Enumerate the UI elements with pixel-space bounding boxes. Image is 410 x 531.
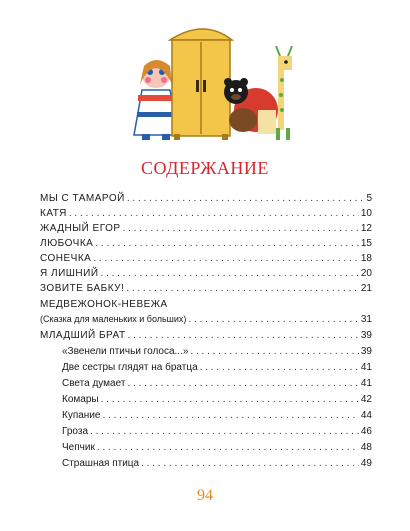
toc-subentry[interactable]	[62, 362, 372, 378]
toc-subentry[interactable]	[62, 426, 372, 442]
toc-entry-label: Комары	[62, 394, 99, 405]
toc-entry[interactable]	[40, 283, 372, 299]
toc-entry-page: 39	[360, 330, 372, 341]
toc-entry-label: Чепчик	[62, 442, 95, 453]
toc-subentry[interactable]	[62, 378, 372, 394]
toc-entry-page: 31	[360, 314, 372, 325]
toc-entry-page: 42	[360, 394, 372, 405]
toc-entry-label: Я ЛИШНИЙ	[40, 268, 99, 279]
toys-illustration	[108, 0, 308, 150]
page-number: 94	[197, 487, 213, 504]
toc-entry-label: МЫ С ТАМАРОЙ	[40, 193, 125, 204]
dot-leader	[141, 458, 359, 469]
toc-entry-page: 41	[360, 378, 372, 389]
toc-subentry[interactable]	[62, 458, 372, 474]
toc-subentry[interactable]	[62, 394, 372, 410]
dot-leader	[127, 378, 358, 389]
toc-entry-page: 5	[366, 193, 372, 204]
dot-leader	[188, 314, 358, 325]
toc-entry[interactable]	[40, 253, 372, 269]
dot-leader	[97, 442, 359, 453]
dot-leader	[126, 283, 359, 294]
toc-entry[interactable]	[40, 330, 372, 346]
toc-entry-page: 21	[360, 283, 372, 294]
toc-entry-page: 48	[360, 442, 372, 453]
toc-entry-label: МЕДВЕЖОНОК-НЕВЕЖА	[40, 299, 168, 310]
toc-entry-page: 18	[360, 253, 372, 264]
giraffe-figure	[276, 46, 292, 140]
toc-subentry[interactable]	[62, 442, 372, 458]
toc-entry-label: Страшная птица	[62, 458, 140, 469]
toc-entry-label: Гроза	[62, 426, 89, 437]
bear-figure	[224, 78, 278, 134]
toc-entry-page: 15	[360, 238, 372, 249]
toc-entry-label: ЗОВИТЕ БАБКУ!	[40, 283, 125, 294]
toc-entry-label: МЛАДШИЙ БРАТ	[40, 330, 126, 341]
dot-leader	[95, 238, 359, 249]
toc-entry-page: 12	[360, 223, 372, 234]
dot-leader	[101, 394, 359, 405]
toc-subentry[interactable]	[62, 410, 372, 426]
toc-entry-label: КАТЯ	[40, 208, 67, 219]
dot-leader	[101, 268, 359, 279]
toc-entry-label: СОНЕЧКА	[40, 253, 92, 264]
toc-entry-label: «Звенели птичьи голоса...»	[62, 346, 189, 357]
dot-leader	[200, 362, 359, 373]
toc-entry-label: Света думает	[62, 378, 126, 389]
toc-entry-label: Две сестры глядят на братца	[62, 362, 198, 373]
toc-entry-page: 39	[360, 346, 372, 357]
toc-entry-page: 41	[360, 362, 372, 373]
toc-entry[interactable]	[40, 314, 372, 330]
toc-subentry[interactable]	[62, 346, 372, 362]
dot-leader	[123, 223, 359, 234]
toc-entry-page: 44	[360, 410, 372, 421]
dot-leader	[128, 330, 359, 341]
toc-entry-label: ЖАДНЫЙ ЕГОР	[40, 223, 121, 234]
page-title: СОДЕРЖАНИЕ	[141, 158, 269, 178]
dot-leader	[69, 208, 359, 219]
toc-entry-label: Купание	[62, 410, 101, 421]
dot-leader	[102, 410, 358, 421]
toc-entry[interactable]	[40, 193, 372, 209]
toc-entry-label: ЛЮБОЧКА	[40, 238, 94, 249]
toc-entry-label: (Сказка для маленьких и больших)	[40, 314, 187, 324]
toc-entry-heading[interactable]	[40, 299, 372, 315]
dot-leader	[127, 193, 365, 204]
toc-entry[interactable]	[40, 268, 372, 284]
toc-entry-page: 10	[360, 208, 372, 219]
wardrobe-figure	[170, 29, 232, 140]
toc-entry-page: 49	[360, 458, 372, 469]
toc-entry[interactable]	[40, 223, 372, 239]
dot-leader	[190, 346, 358, 357]
toc-entry-page: 20	[360, 268, 372, 279]
dot-leader	[93, 253, 359, 264]
dot-leader	[90, 426, 359, 437]
toc-entry-page: 46	[360, 426, 372, 437]
toc-entry[interactable]	[40, 208, 372, 224]
toc-entry[interactable]	[40, 238, 372, 254]
